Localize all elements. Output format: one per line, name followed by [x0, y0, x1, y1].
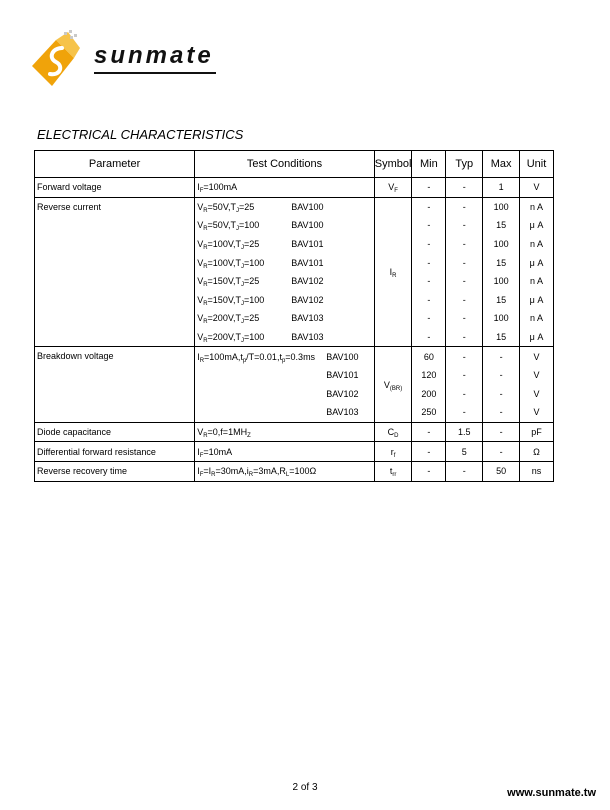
typ-cell: -	[446, 216, 483, 235]
max-cell: 100	[483, 272, 520, 291]
unit-cell: V	[520, 385, 554, 404]
table-row	[35, 197, 554, 216]
table-row	[35, 461, 554, 481]
table-row	[35, 347, 554, 366]
device-label: BAV101	[326, 370, 359, 381]
unit-cell: n A	[520, 309, 554, 328]
max-cell: -	[483, 422, 520, 442]
col-header-symbol: Symbol	[374, 151, 412, 178]
param-diff-forward-resistance: Differential forward resistance	[35, 442, 195, 462]
min-cell: -	[412, 178, 446, 198]
typ-cell: -	[446, 347, 483, 366]
page-number: 2 of 3	[292, 782, 318, 793]
cond-reverse-current: $V_R=200V,T_J=100$ BAV103	[195, 328, 375, 347]
max-cell: 15	[483, 328, 520, 347]
max-cell: 15	[483, 291, 520, 310]
unit-cell: n A	[520, 235, 554, 254]
cond-reverse-current: $V_R=150V,T_J=25$ BAV102	[195, 272, 375, 291]
col-header-min: Min	[412, 151, 446, 178]
device-label: BAV102	[291, 276, 324, 287]
typ-cell: 5	[446, 442, 483, 462]
typ-cell: -	[446, 253, 483, 272]
cond-diode-capacitance: $V_R=0,f=1MH_Z$	[195, 422, 375, 442]
cond-reverse-current: $V_R=50V,T_J=100$ BAV100	[195, 216, 375, 235]
typ-cell: -	[446, 309, 483, 328]
typ-cell: -	[446, 328, 483, 347]
min-cell: -	[412, 291, 446, 310]
website-url: www.sunmate.tw	[507, 787, 596, 799]
device-label: BAV101	[291, 257, 324, 268]
min-cell: -	[412, 235, 446, 254]
max-cell: 15	[483, 253, 520, 272]
symbol-diff-forward-resistance: $r_f$	[374, 442, 412, 462]
table-row	[35, 442, 554, 462]
min-cell: -	[412, 461, 446, 481]
max-cell: 100	[483, 235, 520, 254]
device-label: BAV103	[326, 407, 359, 418]
unit-cell: μ A	[520, 253, 554, 272]
typ-cell: -	[446, 385, 483, 404]
symbol-reverse-recovery-time: $t_{rr}$	[374, 461, 412, 481]
unit-cell: V	[520, 347, 554, 366]
electrical-characteristics-table	[34, 150, 554, 482]
device-label: BAV100	[291, 201, 324, 212]
col-header-max: Max	[483, 151, 520, 178]
cond-reverse-current: $V_R=150V,T_J=100$ BAV102	[195, 291, 375, 310]
min-cell: -	[412, 272, 446, 291]
typ-cell: -	[446, 291, 483, 310]
min-cell: -	[412, 197, 446, 216]
device-label: BAV103	[291, 332, 324, 343]
unit-cell: ns	[520, 461, 554, 481]
cond-breakdown-voltage	[195, 366, 375, 385]
cond-breakdown-voltage: $I_R=100mA,t_p/T=0.01,t_p=0.3ms$ BAV100	[195, 347, 375, 366]
typ-cell: 1.5	[446, 422, 483, 442]
max-cell: 1	[483, 178, 520, 198]
cond-reverse-recovery-time: $I_F=I_R=30mA,i_R=3mA,R_L=100\Omega$	[195, 461, 375, 481]
table-header-row	[35, 151, 554, 178]
cond-breakdown-voltage	[195, 403, 375, 422]
cond-reverse-current: $V_R=100V,T_J=100$ BAV101	[195, 253, 375, 272]
unit-cell: μ A	[520, 291, 554, 310]
min-cell: 60	[412, 347, 446, 366]
param-reverse-current: Reverse current	[35, 197, 195, 347]
max-cell: -	[483, 347, 520, 366]
cond-reverse-current: $V_R=50V,T_J=25$ BAV100	[195, 197, 375, 216]
brand-underline	[94, 72, 216, 74]
min-cell: 200	[412, 385, 446, 404]
param-forward-voltage: Forward voltage	[35, 178, 195, 198]
cond-reverse-current: $V_R=100V,T_J=25$ BAV101	[195, 235, 375, 254]
device-label: BAV100	[326, 351, 359, 362]
min-cell: -	[412, 216, 446, 235]
section-title: ELECTRICAL CHARACTERISTICS	[37, 127, 244, 142]
param-diode-capacitance: Diode capacitance	[35, 422, 195, 442]
typ-cell: -	[446, 178, 483, 198]
typ-cell: -	[446, 272, 483, 291]
typ-cell: -	[446, 461, 483, 481]
col-header-parameter: Parameter	[35, 151, 195, 178]
typ-cell: -	[446, 197, 483, 216]
min-cell: -	[412, 253, 446, 272]
max-cell: 100	[483, 197, 520, 216]
unit-cell: n A	[520, 272, 554, 291]
cond-diff-forward-resistance: $I_F=10mA$	[195, 442, 375, 462]
max-cell: 50	[483, 461, 520, 481]
param-breakdown-voltage: Breakdown voltage	[35, 347, 195, 422]
cond-forward-voltage: $I_F=100mA$	[195, 178, 375, 198]
unit-cell: V	[520, 366, 554, 385]
device-label: BAV102	[326, 388, 359, 399]
unit-cell: pF	[520, 422, 554, 442]
symbol-reverse-current: $I_R$	[374, 197, 412, 347]
brand-wordmark: sunmate	[94, 42, 214, 69]
param-reverse-recovery-time: Reverse recovery time	[35, 461, 195, 481]
cond-breakdown-voltage	[195, 385, 375, 404]
symbol-diode-capacitance: $C_D$	[374, 422, 412, 442]
col-header-typ: Typ	[446, 151, 483, 178]
max-cell: 100	[483, 309, 520, 328]
typ-cell: -	[446, 235, 483, 254]
unit-cell: n A	[520, 197, 554, 216]
max-cell: -	[483, 403, 520, 422]
device-label: BAV101	[291, 239, 324, 250]
max-cell: -	[483, 366, 520, 385]
min-cell: -	[412, 442, 446, 462]
min-cell: 120	[412, 366, 446, 385]
min-cell: -	[412, 309, 446, 328]
device-label: BAV102	[291, 294, 324, 305]
typ-cell: -	[446, 366, 483, 385]
unit-cell: V	[520, 178, 554, 198]
max-cell: 15	[483, 216, 520, 235]
unit-cell: μ A	[520, 216, 554, 235]
min-cell: -	[412, 328, 446, 347]
max-cell: -	[483, 442, 520, 462]
table-row	[35, 178, 554, 198]
table-row	[35, 422, 554, 442]
max-cell: -	[483, 385, 520, 404]
symbol-forward-voltage: $V_F$	[374, 178, 412, 198]
typ-cell: -	[446, 403, 483, 422]
unit-cell: μ A	[520, 328, 554, 347]
unit-cell: Ω	[520, 442, 554, 462]
device-label: BAV103	[291, 313, 324, 324]
device-label: BAV100	[291, 220, 324, 231]
col-header-test-conditions: Test Conditions	[195, 151, 375, 178]
unit-cell: V	[520, 403, 554, 422]
min-cell: 250	[412, 403, 446, 422]
min-cell: -	[412, 422, 446, 442]
symbol-breakdown-voltage: $V_{(BR)}$	[374, 347, 412, 422]
cond-reverse-current: $V_R=200V,T_J=25$ BAV103	[195, 309, 375, 328]
col-header-unit: Unit	[520, 151, 554, 178]
